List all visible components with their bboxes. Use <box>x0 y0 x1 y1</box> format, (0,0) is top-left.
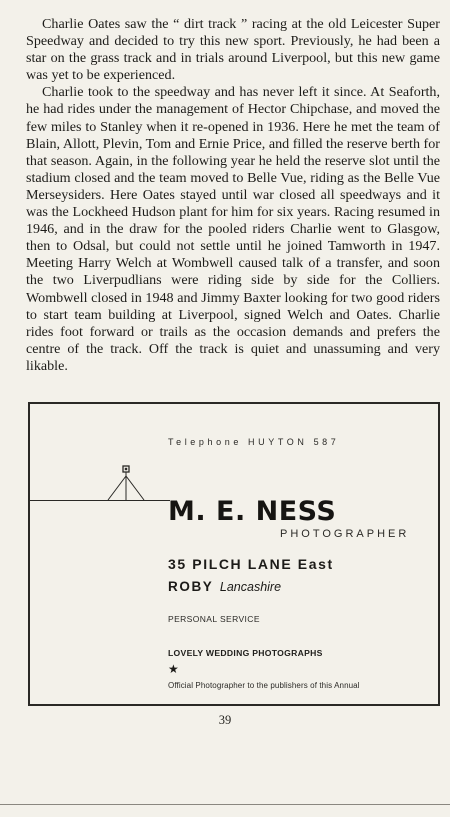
advert-official-note: Official Photographer to the publishers of this Annual <box>168 681 360 690</box>
advert-wedding-line: LOVELY WEDDING PHOTOGRAPHS <box>168 648 323 658</box>
advert-telephone: Telephone HUYTON 587 <box>168 437 340 447</box>
photographer-advert <box>28 402 440 706</box>
advert-county: Lancashire <box>219 580 282 594</box>
star-icon: ★ <box>168 662 179 676</box>
advert-street-address: 35 PILCH LANE East <box>168 556 334 572</box>
advert-profession: PHOTOGRAPHER <box>280 528 410 540</box>
page-number: 39 <box>218 713 232 727</box>
advert-town-line <box>168 579 281 594</box>
tripod-camera-icon <box>30 456 170 506</box>
advert-service: PERSONAL SERVICE <box>168 614 260 624</box>
page-bottom-divider <box>0 804 450 805</box>
article-text <box>26 16 440 375</box>
advert-town: ROBY <box>168 579 214 594</box>
advert-business-name: M. E. NESS <box>168 496 337 527</box>
article-paragraph-1: Charlie Oates saw the “ dirt track ” racing at the old Leicester Super Speedway and decided to try this new sport. Previously, he had been a star on the grass track and in trials around Liverpool, but this new game was yet to be experienced. <box>26 16 440 84</box>
article-paragraph-2: Charlie took to the speedway and has never left it since. At Seaforth, he had rides under the management of Hector Chipchase, and moved the few miles to Stanley when it re-opened in 1936. Here he met the team of Blain, Allott, Plevin, Tom and Ernie Price, and filled the reserve berth for that season. Again, in the following year he held the reserve slot until the stadium closed and the team moved to Belle Vue, riding as the Belle Vue Merseysiders. Here Oates stayed until war closed all speedways and it was the Lockheed Hudson plant for him for six years. Racing resumed in 1946, and in the draw for the pooled riders Charlie went to Glasgow, then to Odsal, but could not settle until he joined Tamworth in 1947. Meeting Harry Welch at Wombwell caused talk of a transfer, and soon the two Liverpudlians were riding side by side for the Colliers. Wombwell closed in 1948 and Jimmy Baxter looking for two good riders to start team building at Liverpool, signed Welch and Oates. Charlie rides foot forward or trails as the occasion demands and prefers the centre of the track. Off the track is quiet and unassuming and very likable. <box>26 84 440 374</box>
